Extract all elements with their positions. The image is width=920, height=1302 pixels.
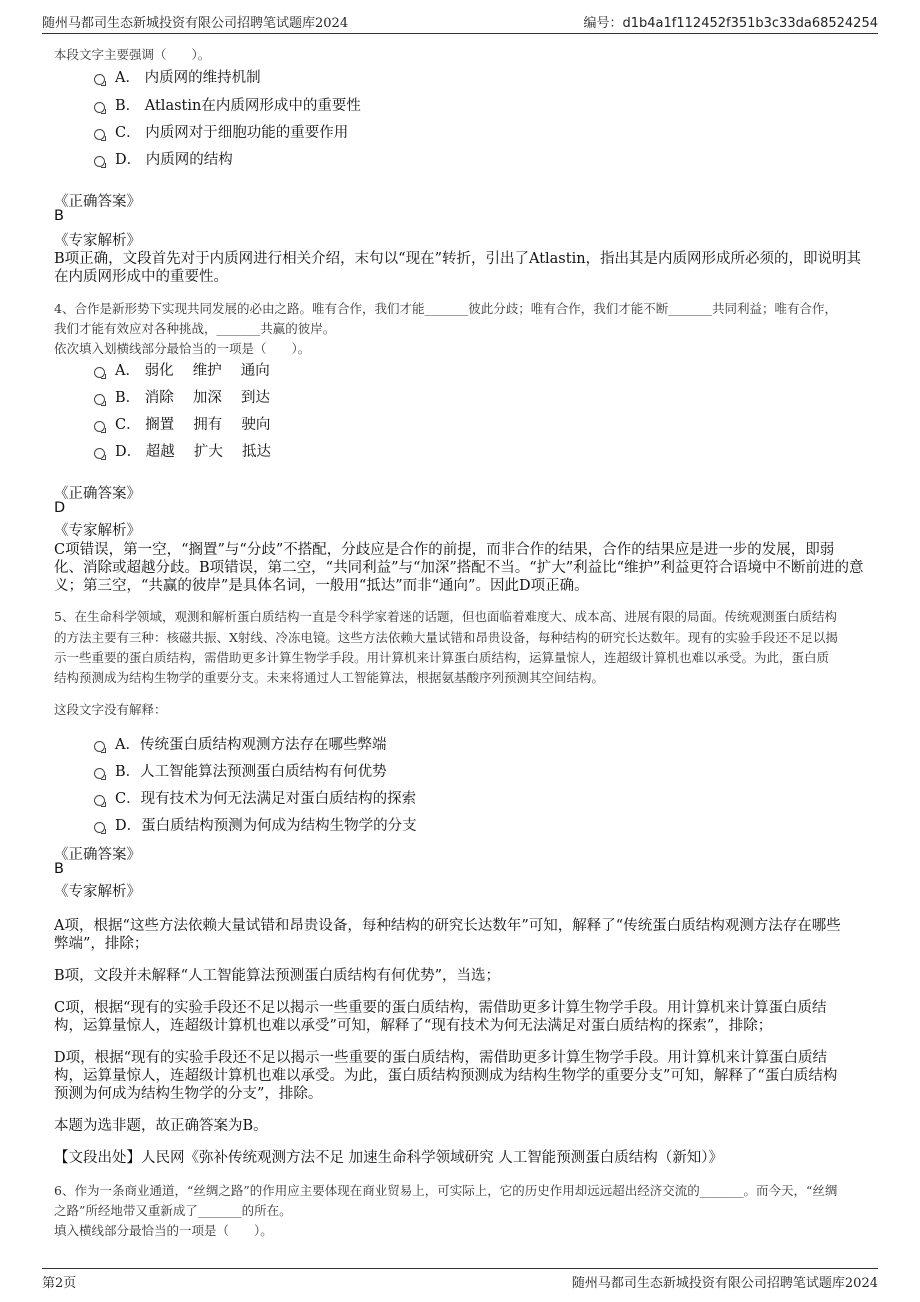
q5-analysis-b-line: B项，文段并未解释“人工智能算法预测蛋白质结构有何优势”，当选； xyxy=(54,968,500,984)
q5-option-a[interactable]: A．传统蛋白质结构观测方法存在哪些弊端 xyxy=(94,733,386,754)
radio-icon xyxy=(94,448,105,459)
q4-stem-line: 4、合作是新形势下实现共同发展的必由之路。唯有合作，我们才能_______彼此分歧；唯有合作，我们才能不断_______共同利益；唯有合作， xyxy=(54,301,837,316)
q5-answer: B xyxy=(54,861,64,877)
radio-icon xyxy=(94,421,105,432)
q4-option-d[interactable]: D． 超越 扩大 抵达 xyxy=(94,440,271,461)
document-code: 编号：d1b4a1f112452f351b3c33da68524254 xyxy=(583,16,878,31)
q5-option-d[interactable]: D．蛋白质结构预测为何成为结构生物学的分支 xyxy=(94,814,417,835)
footer-title: 随州马都司生态新城投资有限公司招聘笔试题库2024 xyxy=(571,1276,878,1291)
q4-stem-line: 依次填入划横线部分最恰当的一项是（ ）。 xyxy=(54,341,311,356)
q5-option-b[interactable]: B．人工智能算法预测蛋白质结构有何优势 xyxy=(94,760,387,781)
q5-analysis-a-line: 弊端”，排除； xyxy=(54,936,149,952)
q6-stem-line: 6、作为一条商业通道，“丝绸之路”的作用应主要体现在商业贸易上，可实际上，它的历史作用却远远超出经济交流的_______。而今天，“丝绸 xyxy=(54,1183,838,1198)
radio-icon xyxy=(94,822,105,833)
footer-rule xyxy=(42,1268,878,1269)
radio-icon xyxy=(94,795,105,806)
q3-option-b[interactable]: B． Atlastin在内质网形成中的重要性 xyxy=(94,94,361,115)
q5-passage-line: 的方法主要有三种：核磁共振、X射线、冷冻电镜。这些方法依赖大量试错和昂贵设备，每种结构的研究长达数年。现有的实验手段还不足以揭 xyxy=(54,630,838,645)
q3-option-d[interactable]: D． 内质网的结构 xyxy=(94,148,233,169)
q5-passage-line: 5、在生命科学领域，观测和解析蛋白质结构一直是令科学家着迷的话题，但也面临着难度大、成本高、进展有限的局面。传统观测蛋白质结构 xyxy=(54,609,837,624)
q5-passage-line: 结构预测成为结构生物学的重要分支。未来将通过人工智能算法，根据氨基酸序列预测其空间结构。 xyxy=(54,670,605,685)
q4-stem-line: 我们才能有效应对各种挑战，_______共赢的彼岸。 xyxy=(54,321,336,336)
q4-analysis-line: C项错误，第一空，“搁置”与“分歧”不搭配，分歧应是合作的前提，而非合作的结果，合作的结果应是进一步的发展，即弱 xyxy=(54,542,835,558)
radio-icon xyxy=(94,741,105,752)
q4-option-a[interactable]: A． 弱化 维护 通向 xyxy=(94,359,270,380)
radio-icon xyxy=(94,102,105,113)
q4-answer-label: 《正确答案》 xyxy=(54,486,141,502)
radio-icon xyxy=(94,156,105,167)
radio-icon xyxy=(94,129,105,140)
q5-source: 【文段出处】人民网《弥补传统观测方法不足 加速生命科学领域研究 人工智能预测蛋白质结构（新知）》 xyxy=(54,1150,723,1166)
q4-analysis-line: 化、消除或超越分歧。B项错误，第二空，“共同利益”与“加深”搭配不当。“扩大”利益比“维护”利益更符合语境中不断前进的意 xyxy=(54,560,864,576)
q5-analysis-d-line: 构，运算量惊人，连超级计算机也难以承受。为此，蛋白质结构预测成为结构生物学的重要分支”可知，解释了“蛋白质结构 xyxy=(54,1068,838,1084)
q5-stem: 这段文字没有解释： xyxy=(54,702,167,717)
header-rule xyxy=(42,33,878,34)
q3-analysis-label: 《专家解析》 xyxy=(54,233,141,249)
q3-option-a[interactable]: A． 内质网的维持机制 xyxy=(94,66,261,87)
q5-passage-line: 示一些重要的蛋白质结构，需借助更多计算生物学手段。用计算机来计算蛋白质结构，运算量惊人，连超级计算机也难以承受。为此，蛋白质 xyxy=(54,650,830,665)
q5-analysis-c-line: C项，根据“现有的实验手段还不足以揭示一些重要的蛋白质结构，需借助更多计算生物学手段。用计算机来计算蛋白质结 xyxy=(54,1000,827,1016)
q4-answer: D xyxy=(54,500,66,516)
q6-stem-line: 之路”所经地带又重新成了_______的所在。 xyxy=(54,1203,292,1218)
q5-analysis-d-line: 预测为何成为结构生物学的分支”，排除。 xyxy=(54,1086,323,1102)
q5-analysis-a-line: A项，根据“这些方法依赖大量试错和昂贵设备，每种结构的研究长达数年”可知，解释了“传统蛋白质结构观测方法存在哪些 xyxy=(54,918,841,934)
q6-stem-line: 填入横线部分最恰当的一项是（ ）。 xyxy=(54,1223,273,1238)
page-number: 第2页 xyxy=(42,1276,77,1291)
q5-analysis-label: 《专家解析》 xyxy=(54,884,141,900)
q4-analysis-label: 《专家解析》 xyxy=(54,523,141,539)
q4-option-c[interactable]: C． 搁置 拥有 驶向 xyxy=(94,413,270,434)
radio-icon xyxy=(94,367,105,378)
q5-answer-label: 《正确答案》 xyxy=(54,847,141,863)
q5-analysis-c-line: 构，运算量惊人，连超级计算机也难以承受”可知，解释了“现有技术为何无法满足对蛋白质结构的探索”，排除； xyxy=(54,1018,773,1034)
radio-icon xyxy=(94,768,105,779)
q4-analysis-line: 义；第三空，“共赢的彼岸”是具体名词，一般用“抵达”而非“通向”。因此D项正确。 xyxy=(54,578,589,594)
radio-icon xyxy=(94,394,105,405)
radio-icon xyxy=(94,74,105,85)
q3-answer: B xyxy=(54,208,64,224)
q3-analysis-line: 在内质网形成中的重要性。 xyxy=(54,269,228,285)
q3-option-c[interactable]: C． 内质网对于细胞功能的重要作用 xyxy=(94,121,348,142)
q3-analysis-line: B项正确，文段首先对于内质网进行相关介绍，末句以“现在”转折，引出了Atlastin，指出其是内质网形成所必须的，即说明其 xyxy=(54,251,862,267)
q5-conclusion: 本题为选非题，故正确答案为B。 xyxy=(54,1118,268,1134)
q5-option-c[interactable]: C．现有技术为何无法满足对蛋白质结构的探索 xyxy=(94,787,416,808)
q3-stem: 本段文字主要强调（ ）。 xyxy=(54,47,211,62)
q3-answer-label: 《正确答案》 xyxy=(54,194,141,210)
q5-analysis-d-line: D项，根据“现有的实验手段还不足以揭示一些重要的蛋白质结构，需借助更多计算生物学手段。用计算机来计算蛋白质结 xyxy=(54,1050,828,1066)
q4-option-b[interactable]: B． 消除 加深 到达 xyxy=(94,386,270,407)
header-title: 随州马都司生态新城投资有限公司招聘笔试题库2024 xyxy=(42,16,349,31)
